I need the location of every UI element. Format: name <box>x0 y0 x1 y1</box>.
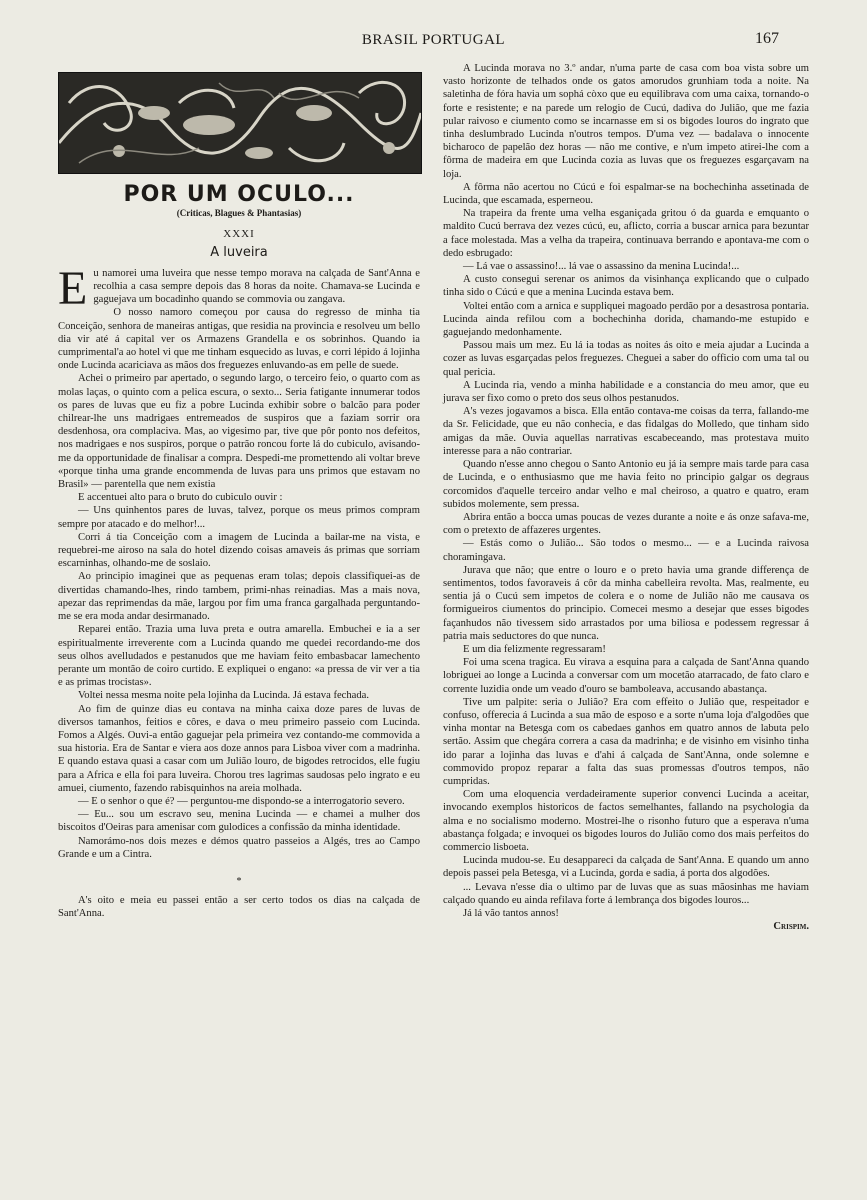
paragraph: A Lucinda morava no 3.º andar, n'uma parte de casa com boa vista sobre um vasto horizonte de telhados onde os gatos amorudos grunhiam toda a noite. Na saletinha de fóra havia um sophá còxo que eu equilibrava com uma caixa, tornando-o forte e resistente; e na parede um relogio de Cucú, dadiva do Julião, que me fazia pular raivoso e ciumento como se incarnasse em si os bigodes louros do ingrato que tinha deslumbrado Lucinda n'outros tempos. D'uma vez — badalava o innocente bicharoco de papelão dez horas — não me contive, e n'um impeto atirei-lhe com a fôrma de madeira em que Lucinda cozia as luvas que os freguezes esgarçavam na loja. <box>443 63 809 180</box>
paragraph: Voltei nessa mesma noite pela lojinha da Lucinda. Já estava fechada. <box>78 690 370 702</box>
paragraph: Voltei então com a arnica e suppliquei magoado perdão por a desastrosa pontaria. Lucinda ainda refilou com a bochechinha dorida, chamando-me estupido e gaguejando medonhamente. <box>443 300 809 339</box>
section-title: A luveira <box>210 244 268 260</box>
article-subtitle: (Criticas, Blagues & Phantasias) <box>176 208 302 219</box>
paragraph: E accentuei alto para o bruto do cubiculo ouvir : <box>78 492 283 504</box>
paragraph: A's vezes jogavamos a bisca. Ella então contava-me coisas da terra, fallando-me da Sr. Felicidade, que eu não conhecia, e das fidalgas do Molledo, que tinham sido amigas da mãe. Ouvia aquellas narrativas escabeceando, mas protestava muito interesse para a não contrariar. <box>443 406 809 457</box>
section-separator: * <box>236 875 242 887</box>
paragraph: O nosso namoro começou por causa do regresso de minha tia Conceição, senhora de maneiras antigas, que residia na provincia e resolveu um bello dia vir até á capital ver os Armazens Grandella e os sobrinhos. Quando ia cumprimental'a ao hotel vi que me tinham esquecido as luvas, e corri lépido á lojinha onde Lucinda acariciava as mãos dos freguezes enluvando-as em pelle de suede. <box>58 307 420 372</box>
paragraph: Tive um palpite: seria o Julião? Era com effeito o Julião que, respeitador e confuso, offerecia á Lucinda a sua mão de esposo e a sorte n'uma loja d'algodões que vinha montar na Betesga com os cabedaes ganhos em quatro annos de labuta pelo sertão. Assim que chegára correra a casa da madrinha; e de visinho em visinho tinha ido parar a lojinha das luvas e d'ahi á calçada de Sant'Anna, onde solemne e commovido propoz reparar a falta das suas promessas d'outros tempos, não cumpridas. <box>443 696 809 787</box>
paragraph: Ao principio imaginei que as pequenas eram tolas; depois classifiquei-as de divertidas chamando-lhes, rindo tambem, primi-nhas reinadias. Mas a mais nova, apezar das reprimendas da mãe, largou por fim uma franca gargalhada perguntando-me se era moda andar desirmanado. <box>58 571 420 623</box>
left-column <box>58 72 420 921</box>
paragraph: Abrira então a bocca umas poucas de vezes durante a noite e ás onze safava-me, com o pretexto de affazeres urgentes. <box>443 511 809 537</box>
paragraph: Foi uma scena tragica. Eu virava a esquina para a calçada de Sant'Anna quando lobriguei ao longe a Lucinda a conversar com um mocetão atarracado, de fato claro e corrente luzidia onde um veado d'ouro se bamboleava, accusando abastança. <box>443 657 809 695</box>
paragraph: A custo consegui serenar os animos da visinhança explicando que o culpado tinha sido o Cúcú e que a menina Lucinda estava bem. <box>443 274 809 299</box>
page-number: 167 <box>755 30 779 47</box>
paragraph: — Uns quinhentos pares de luvas, talvez, porque os meus primos compram sempre por atacado e do melhor!... <box>58 505 420 530</box>
opening-paragraph-text: u namorei uma luveira que nesse tempo morava na calçada de Sant'Anna e recolhia a casa sempre depois das 8 horas da noite. Chamava-se Lucinda e gaguejava um bocadinho quando se commovia ou zangava. <box>93 267 420 306</box>
paragraph: — E o senhor o que é? — perguntou-me dispondo-se a interrogatorio severo. <box>78 795 405 807</box>
drop-cap: E <box>58 261 88 315</box>
paragraph: Achei o primeiro par apertado, o segundo largo, o terceiro feio, o quarto com as molas laças, o quinto com a pelica escura, o sexto... Seria fatigante innumerar todos os pares de luvas que eu fiz a pobre Lucinda exhibir sobre o balcão para poder chilrear-lhe uns madrigaes entremeados de suspiros que a faziam sorrir ora desdenhosa, ora complaciva. Mas, ao vigesimo par, tive que pôr ponto nos defeitos, nos madrigaes e nos suspiros, porque o patrão roncou forte lá do cubiculo, avisando-me da opportunidade de finalisar a compra. Despedi-me promettendo ali voltar breve «porque tinha uma grande encommenda de luvas para uns primos que estavam no Brasil» — parentella que nem existia <box>58 373 420 491</box>
paragraph: — Lá vae o assassino!... lá vae o assassino da menina Lucinda!... <box>463 261 740 273</box>
paragraph: A fôrma não acertou no Cúcú e foi espalmar-se na bochechinha assetinada de Lucinda, que escamada, esperneou. <box>443 181 809 207</box>
paragraph: Reparei então. Trazia uma luva preta e outra amarella. Embuchei e ia a ser espiritualmente irreverente com a Lucinda quando me quedei recordando-me dos seus olhos avelludados e pestanudos que me haviam feito embasbacar lamechento perante um montão de coiro curtido. E expliquei o engano: «a pressa de vir ver a tia e as primas trocistas». <box>58 624 420 689</box>
ornamental-header-engraving <box>58 72 422 174</box>
paragraph: — Estás como o Julião... São todos o mesmo... — e a Lucinda raivosa choramingava. <box>443 538 809 563</box>
author-signature: Crispim. <box>773 921 809 933</box>
paragraph: Passou mais um mez. Eu lá ia todas as noites ás oito e meia ajudar a Lucinda a cozer as luvas esgarçadas pelos freguezes. Cheguei a saber do officio com uma tal ou qual pericia. <box>443 340 809 378</box>
right-column <box>443 62 809 933</box>
paragraph: E um dia felizmente regressaram! <box>463 643 606 655</box>
paragraph: Corri á tia Conceição com a imagem de Lucinda a bailar-me na vista, e requebrei-me airoso na sala do hotel dizendo coisas amaveis ás primas que sorriam escarninhas, olhando-me de soslaio. <box>58 531 420 570</box>
paragraph: Na trapeira da frente uma velha esganiçada gritou ó da guarda e emquanto o maldito Cucú berrava dez vezes cúcú, eu, aflicto, corria a buscar arnica para bezuntar a face molestada. Mas a velha da trapeira, continuava berrando e apontava-me com o dedo esbrugado: <box>443 208 809 259</box>
running-head: BRASIL PORTUGAL <box>361 32 506 48</box>
left-body-text <box>58 261 420 921</box>
paragraph: Jurava que não; que entre o louro e o preto havia uma grande differença de sentimentos, todos favoraveis á côr da minha cabelleira revolta. Mas, realmente, eu sentia já o Cucú sem impetos de colera e o nome de Julião não me causava os formigueiros ciumentos do principio. Comecei mesmo a desejar que esses bigodes façanhudos não tivessem sido arrastados por uma biliosa e podessem regressar á patria mais seductores do que nunca. <box>443 564 809 642</box>
paragraph: Quando n'esse anno chegou o Santo Antonio eu já ia sempre mais tarde para casa de Lucinda, e o enthusiasmo que me havia feito no principio galgar os degraus corcomidos d'aquelle terceiro andar velho e mal cheiroso, a quatro e quatro, eram subidos molemente, sem pressa. <box>443 459 809 510</box>
article-title: POR UM OCULO... <box>123 182 355 207</box>
paragraph: Com uma eloquencia verdadeiramente superior convenci Lucinda a aceitar, invocando exemplos historicos de factos semelhantes, fallando na psychologia da alma e no socialismo moderno. Mostrei-lhe o risonho futuro que a esperava n'uma abastança folgada; e invoquei os bigodes louros do Julião como dos mais perfeitos do commercio lisboeta. <box>443 789 809 853</box>
paragraph: Namorámo-nos dois mezes e démos quatro passeios a Algés, tres ao Campo Grande e um a Cintra. <box>58 835 420 860</box>
scroll-ornament-icon <box>59 73 421 173</box>
paragraph: A's oito e meia eu passei então a ser certo todos os dias na calçada de Sant'Anna. <box>58 895 420 920</box>
paragraph: Ao fim de quinze dias eu contava na minha caixa doze pares de luvas de diversos tamanhos, feitios e côres, e dava o meu primeiro passeio com Lucinda. Fomos a Algés. Ouvi-a então gaguejar pela primeira vez contando-me commovida a sua historia. Era de Santar e viera aos doze annos para Lisboa viver com a madrinha. E quando estava quasi a casar com um Julião louro, de bigodes retrocidos, elle fugiu para a Africa e ella foi para luveira. Chorou tres lagrimas saudosas pelo ingrato e eu amuei, ciumento, fazendo rabisquinhos na areia molhada. <box>58 703 420 794</box>
opening-paragraph <box>58 261 420 315</box>
paragraph: — Eu... sou um escravo seu, menina Lucinda — e chamei a mulher dos biscoitos d'Oeiras para amenisar com gulodices a confissão da minha identidade. <box>58 809 420 834</box>
paragraph: ... Levava n'esse dia o ultimo par de luvas que as suas mãosinhas me haviam calçado quando eu ainda refilava forte á lembrança dos bigodes louros... <box>443 881 809 906</box>
paragraph: Já lá vão tantos annos! <box>463 908 559 919</box>
section-number: XXXI <box>223 228 255 241</box>
paragraph: Lucinda mudou-se. Eu desappareci da calçada de Sant'Anna. E quando um anno depois passei pela Betesga, vi a Lucinda, gorda e sadia, á porta dos algodões. <box>443 855 809 880</box>
paragraph: A Lucinda ria, vendo a minha habilidade e a constancia do meu amor, que eu jurava ser fixo como o preto dos seus olhos pestanudos. <box>443 379 809 405</box>
